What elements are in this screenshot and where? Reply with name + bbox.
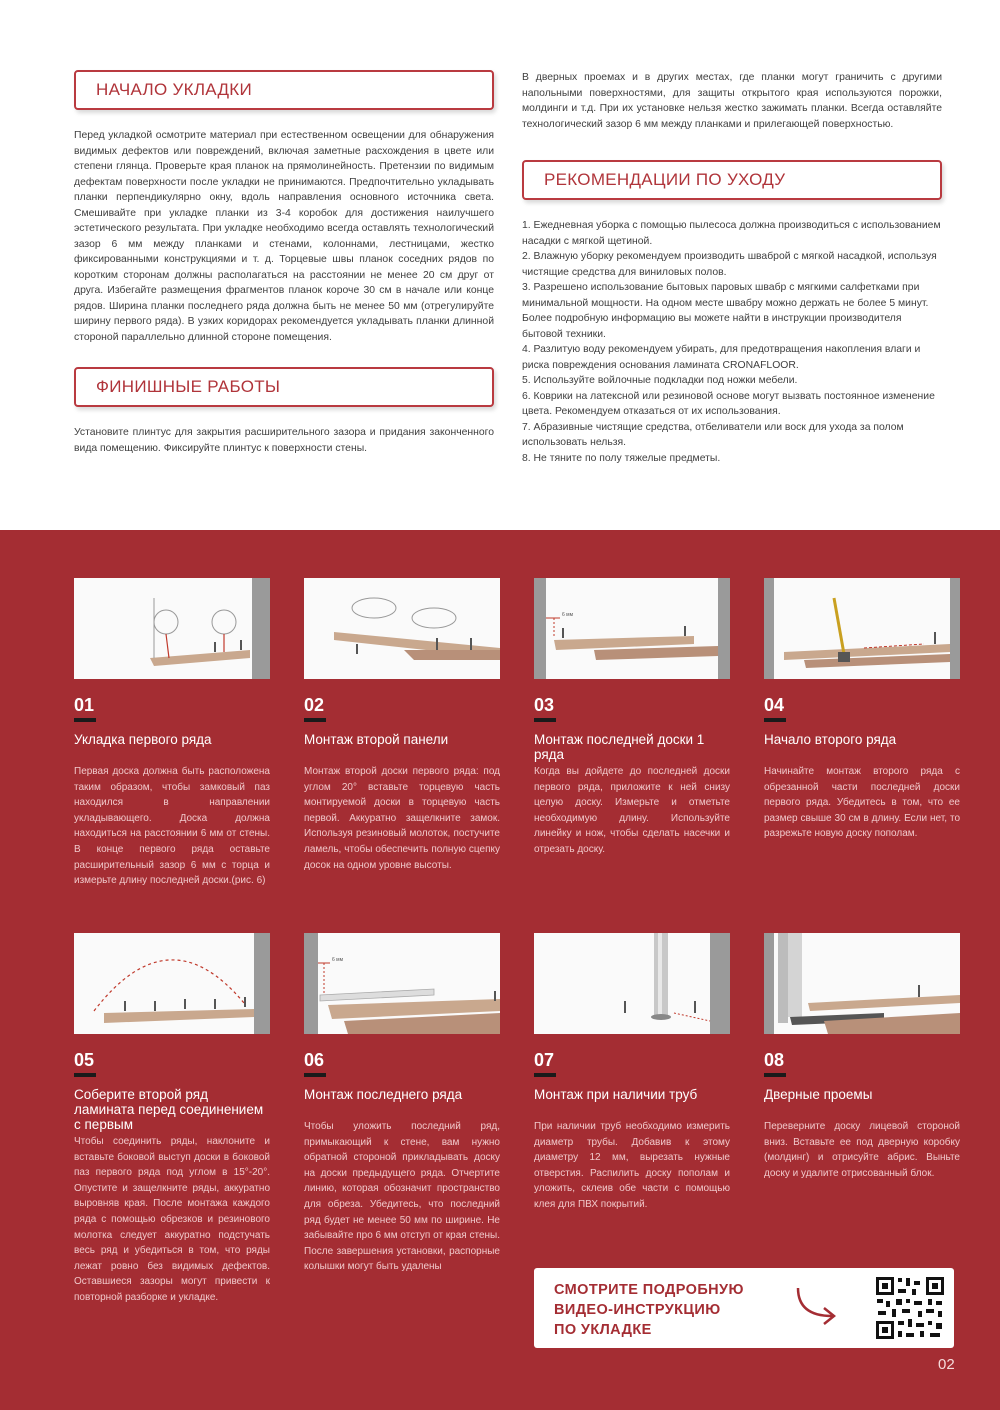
video-instruction-text: СМОТРИТЕ ПОДРОБНУЮ ВИДЕО-ИНСТРУКЦИЮ ПО УКЛАДКЕ — [554, 1282, 744, 1338]
step-illustration-03 — [534, 578, 730, 679]
step-illustration-05 — [74, 933, 270, 1034]
section-heading-care: РЕКОМЕНДАЦИИ ПО УХОДУ — [522, 160, 942, 200]
step-title: Монтаж второй панели — [304, 732, 449, 747]
top-text-area — [0, 0, 1000, 530]
step-illustration-02 — [304, 578, 500, 679]
step-06 — [304, 933, 500, 1275]
step-description: Начинайте монтаж второго ряда с обрезанной части последней доски первого ряда. Убедитесь в том, что ее размер свыше 30 см в длину. Если нет, то разрежьте новую доску пополам. — [764, 766, 960, 840]
step-number-bar — [74, 1073, 96, 1077]
step-number: 04 — [764, 695, 785, 715]
step-02 — [304, 578, 500, 873]
gap-label: 6 мм — [562, 612, 574, 618]
section-heading-finish: ФИНИШНЫЕ РАБОТЫ — [74, 367, 494, 407]
step-number: 06 — [304, 1050, 325, 1070]
step-08 — [764, 933, 960, 1181]
step-title: Дверные проемы — [764, 1087, 873, 1102]
gap-label: 6 мм — [332, 957, 344, 963]
page-number: 02 — [938, 1356, 955, 1373]
arrow-right-icon — [792, 1282, 842, 1332]
section-text-care: 1. Ежедневная уборка с помощью пылесоса должна производиться с использованием насадки с мягкой щетиной. 2. Влажную уборку рекомендуем производить шваброй с мягкой насадкой, используя чистящие средства для виниловых полов. 3. Разрешено использование бытовых паровых швабр с мягкими салфетками при минимальной мощности. На одном месте швабру можно держать не более 5 минут. Более подробную информацию вы можете найти в инструкции производителя бытовой техники. 4. Разлитую воду рекомендуем убирать, для предотвращения накопления влаги и риска повреждения основания ламината CRONAFLOOR. 5. Используйте войлочные подкладки под ножки мебели. 6. Коврики на латексной или резиновой основе могут вызвать постоянное изменение цвета. Рекомендуем отказаться от их использования. 7. Абразивные чистящие средства, отбеливатели или воск для ухода за полом использовать нельзя. 8. Не тяните по полу тяжелые предметы. — [522, 220, 941, 464]
step-04 — [764, 578, 960, 842]
step-03 — [534, 578, 730, 858]
step-number-bar — [304, 1073, 326, 1077]
step-title: Монтаж последней доски 1 ряда — [534, 732, 705, 762]
step-description: Чтобы соединить ряды, наклоните и вставьте боковой выступ доски в боковой паз первого ряда под углом в 15°-20°. Опустите и защелкните ряды, аккуратно выровняв края. После монтажа каждого ряда с помощью обрезков и резинового молотка следует аккуратно подстучать весь ряд и убедиться в том, что ряды лежат ровно без видимых дефектов. Оставшиеся зазоры могут привести к повторной разборке и укладке. — [74, 1136, 270, 1303]
step-number: 03 — [534, 695, 555, 715]
video-instruction-box[interactable] — [534, 1268, 954, 1348]
step-description: Первая доска должна быть расположена таким образом, чтобы замковый паз находился в направлении укладывающего. Доска должна находиться на расстоянии 6 мм от стены. В конце первого ряда оставьте расширительный зазор 6 мм с торца и измерьте длину последней доски.(рис. 6) — [74, 766, 270, 887]
section-text-finish: Установите плинтус для закрытия расширительного зазора и придания законченного вида помещению. Фиксируйте плинтус к поверхности стены. — [74, 427, 494, 454]
step-07 — [534, 933, 730, 1213]
right-column — [522, 70, 942, 466]
step-description: При наличии труб необходимо измерить диаметр трубы. Добавив к этому диаметру 12 мм, вырезать нужные отверстия. Распилить доску пополам и уложить, склеив обе части с помощью клея для ПВХ покрытий. — [534, 1121, 730, 1210]
step-number: 05 — [74, 1050, 95, 1070]
step-illustration-04 — [764, 578, 960, 679]
step-illustration-06 — [304, 933, 500, 1034]
step-title: Монтаж последнего ряда — [304, 1087, 463, 1102]
step-title: Укладка первого ряда — [74, 732, 212, 747]
step-description: Переверните доску лицевой стороной вниз. Вставьте ее под дверную коробку (молдинг) и отрисуйте абрис. Выньте доску и удалите отрисованный блок. — [764, 1121, 960, 1179]
step-number-bar — [534, 1073, 556, 1077]
step-description: Когда вы дойдете до последней доски первого ряда, приложите к ней снизу целую доску. Измерьте и отметьте необходимую длину. Используйте линейку и нож, чтобы сделать насечки и отрезать доску. — [534, 766, 730, 855]
step-number: 08 — [764, 1050, 785, 1070]
step-number-bar — [74, 718, 96, 722]
section-text-start: Перед укладкой осмотрите материал при естественном освещении для обнаружения видимых дефектов или повреждений, включая заметные расхождения в цвете или степени глянца. Проверьте края планок на прямолинейность. Претензии по видимым дефектам поверхности после укладки не принимаются. Предпочтительно укладывать планки перпендикулярно окну, вдоль направления основного источника света. Смешивайте при укладке планки из 3-4 коробок для достижения наилучшего эстетического результата. При укладке необходимо всегда оставлять технологический зазор 6 мм между планками и стенами, колоннами, лестницами, жестко фиксированными конструкциями и т. д. Торцевые швы планок соседних рядов по коротким сторонам должны располагаться на расстоянии не менее 20 см друг от друга. Избегайте размещения фрагментов планок короче 30 см в начале или конце рядов. Ширина планки последнего ряда должна быть не менее 50 мм (отрегулируйте ширину первого ряда). В узких коридорах рекомендуется укладывать планки длинной стороной параллельно длинной стороне помещения. — [74, 130, 494, 343]
section-text-doorways: В дверных проемах и в других местах, где планки могут граничить с другими напольными поверхностями, для защиты открытого края используются порожки, молдинги и т.д. При их установке нельзя жестко зажимать планки. Всегда оставляйте технологический зазор 6 мм между планками и прилегающей поверхностью. — [522, 72, 942, 130]
step-title: Монтаж при наличии труб — [534, 1087, 698, 1102]
step-05 — [74, 933, 270, 1306]
step-number-bar — [764, 1073, 786, 1077]
step-description: Монтаж второй доски первого ряда: под углом 20° вставьте торцевую часть монтируемой доски в торцевую часть первой. Аккуратно защелкните замок. Используя резиновый молоток, постучите ламель, чтобы обеспечить полную сцепку досок на одном уровне высоты. — [304, 766, 500, 871]
step-number-bar — [764, 718, 786, 722]
step-illustration-08 — [764, 933, 960, 1034]
section-heading-start: НАЧАЛО УКЛАДКИ — [74, 70, 494, 110]
step-illustration-01 — [74, 578, 270, 679]
step-title: Начало второго ряда — [764, 732, 897, 747]
step-illustration-07 — [534, 933, 730, 1034]
step-number-bar — [304, 718, 326, 722]
step-description: Чтобы уложить последний ряд, примыкающий к стене, вам нужно обратной стороной прикладывать доску на доски предыдущего ряда. Отчертите линию, которая обозначит пространство для обреза. Убедитесь, что последний ряд будет не менее 50 мм по ширине. Не забывайте про 6 мм отступ от края стены. После завершения установки, распорные колышки могут быть удалены — [304, 1121, 501, 1273]
qr-code-icon[interactable] — [874, 1275, 946, 1341]
step-number: 07 — [534, 1050, 555, 1070]
step-number: 02 — [304, 695, 325, 715]
step-01 — [74, 578, 270, 889]
step-title: Соберите второй ряд ламината перед соединением с первым — [74, 1087, 264, 1132]
step-number: 01 — [74, 695, 95, 715]
left-column — [74, 70, 494, 456]
step-number-bar — [534, 718, 556, 722]
